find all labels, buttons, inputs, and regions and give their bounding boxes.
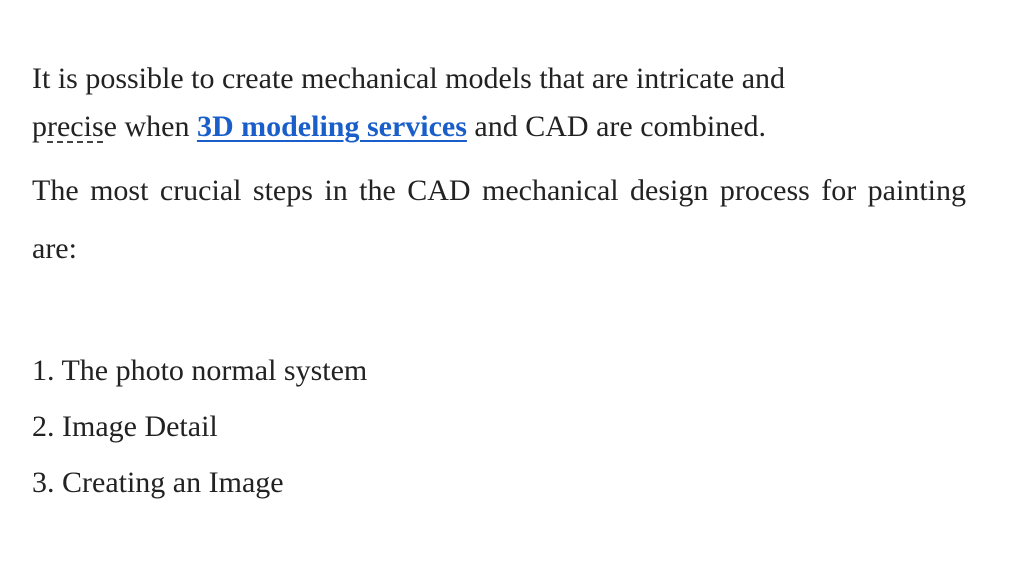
steps-intro-paragraph: The most crucial steps in the CAD mechanical design process for painting are: bbox=[32, 174, 966, 265]
list-item: 2. Image Detail bbox=[32, 410, 218, 443]
intro-text-after-link: and CAD are combined. bbox=[466, 110, 766, 143]
steps-list bbox=[32, 343, 367, 511]
intro-word-end: e bbox=[103, 110, 117, 143]
spellcheck-flagged-text[interactable]: recis bbox=[47, 110, 104, 143]
list-item: 3. Creating an Image bbox=[32, 466, 284, 499]
intro-line-1: It is possible to create mechanical models that are intricate and bbox=[32, 62, 786, 95]
3d-modeling-services-link[interactable]: 3D modeling services bbox=[196, 110, 467, 143]
intro-paragraph bbox=[32, 55, 972, 151]
intro-word-start: p bbox=[32, 110, 47, 143]
list-item: 1. The photo normal system bbox=[32, 354, 368, 387]
intro-text-before-link: when bbox=[116, 110, 197, 143]
